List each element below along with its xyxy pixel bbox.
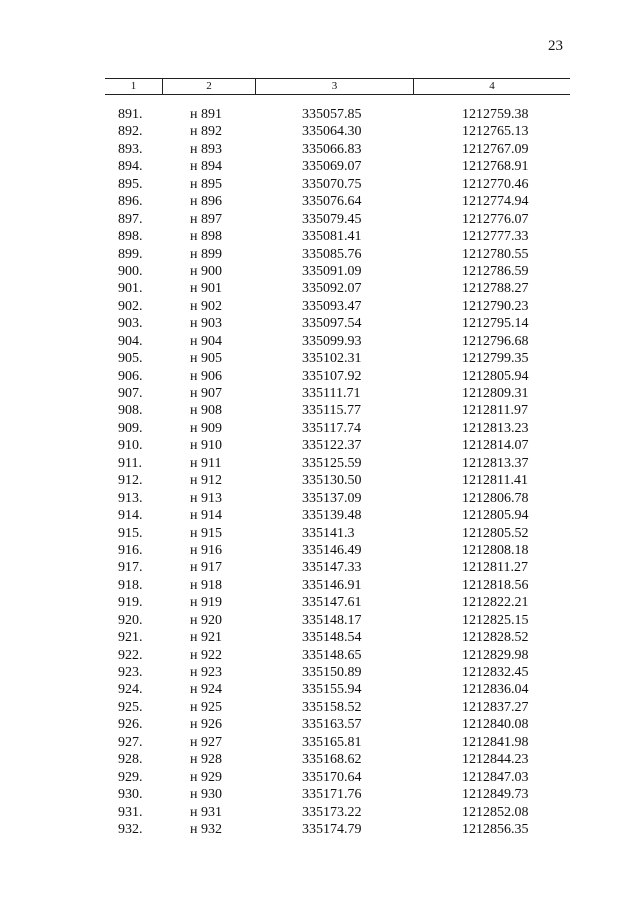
point-number-cell: 903. — [118, 316, 143, 332]
point-number-cell: 893. — [118, 141, 143, 157]
x-coordinate-cell: 335079.45 — [302, 211, 362, 227]
y-coordinate-cell: 1212849.73 — [462, 787, 529, 803]
x-coordinate-cell: 335092.07 — [302, 281, 362, 297]
point-number-cell: 917. — [118, 560, 143, 576]
y-coordinate-cell: 1212805.94 — [462, 368, 529, 384]
table-row — [0, 141, 639, 158]
point-number-cell: 922. — [118, 647, 143, 663]
x-coordinate-cell: 335125.59 — [302, 455, 362, 471]
point-number-cell: 892. — [118, 124, 143, 140]
point-number-cell: 931. — [118, 804, 143, 820]
table-row — [0, 612, 639, 629]
y-coordinate-cell: 1212806.78 — [462, 490, 529, 506]
table-row — [0, 280, 639, 297]
y-coordinate-cell: 1212811.27 — [462, 560, 528, 576]
point-label-cell: н 892 — [190, 124, 222, 140]
table-row — [0, 490, 639, 507]
table-row — [0, 228, 639, 245]
table-row — [0, 559, 639, 576]
x-coordinate-cell: 335069.07 — [302, 159, 362, 175]
point-number-cell: 900. — [118, 263, 143, 279]
table-row — [0, 786, 639, 803]
y-coordinate-cell: 1212852.08 — [462, 804, 529, 820]
table-row — [0, 193, 639, 210]
point-number-cell: 914. — [118, 508, 143, 524]
x-coordinate-cell: 335070.75 — [302, 176, 362, 192]
x-coordinate-cell: 335173.22 — [302, 804, 362, 820]
x-coordinate-cell: 335174.79 — [302, 821, 362, 837]
point-number-cell: 898. — [118, 229, 143, 245]
y-coordinate-cell: 1212780.55 — [462, 246, 529, 262]
y-coordinate-cell: 1212796.68 — [462, 333, 529, 349]
y-coordinate-cell: 1212777.33 — [462, 229, 529, 245]
point-number-cell: 895. — [118, 176, 143, 192]
x-coordinate-cell: 335139.48 — [302, 508, 362, 524]
point-label-cell: н 924 — [190, 682, 222, 698]
x-coordinate-cell: 335102.31 — [302, 351, 362, 367]
point-label-cell: н 910 — [190, 438, 222, 454]
point-label-cell: н 919 — [190, 595, 222, 611]
page-number: 23 — [548, 38, 563, 54]
table-row — [0, 176, 639, 193]
point-number-cell: 920. — [118, 612, 143, 628]
point-number-cell: 906. — [118, 368, 143, 384]
point-label-cell: н 923 — [190, 665, 222, 680]
table-row — [0, 385, 639, 402]
y-coordinate-cell: 1212805.94 — [462, 508, 529, 524]
table-row — [0, 437, 639, 454]
table-row — [0, 699, 639, 716]
y-coordinate-cell: 1212808.18 — [462, 542, 529, 558]
y-coordinate-cell: 1212811.41 — [462, 473, 528, 489]
x-coordinate-cell: 335165.81 — [302, 734, 362, 750]
x-coordinate-cell: 335115.77 — [302, 403, 361, 419]
y-coordinate-cell: 1212840.08 — [462, 717, 529, 733]
y-coordinate-cell: 1212825.15 — [462, 612, 529, 628]
point-label-cell: н 925 — [190, 699, 222, 715]
y-coordinate-cell: 1212809.31 — [462, 386, 529, 401]
x-coordinate-cell: 335111.71 — [302, 386, 361, 401]
point-label-cell: н 900 — [190, 263, 222, 279]
point-number-cell: 928. — [118, 752, 143, 768]
point-label-cell: н 921 — [190, 630, 222, 646]
table-row — [0, 664, 639, 681]
point-label-cell: н 931 — [190, 804, 222, 820]
point-number-cell: 909. — [118, 420, 143, 436]
x-coordinate-cell: 335076.64 — [302, 194, 362, 210]
point-number-cell: 913. — [118, 490, 143, 506]
table-row — [0, 751, 639, 768]
point-label-cell: н 891 — [190, 107, 222, 122]
point-label-cell: н 904 — [190, 333, 222, 349]
point-label-cell: н 903 — [190, 316, 222, 332]
y-coordinate-cell: 1212844.23 — [462, 752, 529, 768]
point-number-cell: 902. — [118, 298, 143, 314]
table-row — [0, 594, 639, 611]
y-coordinate-cell: 1212837.27 — [462, 699, 529, 715]
point-number-cell: 891. — [118, 107, 143, 122]
column-header-1: 1 — [130, 80, 137, 92]
point-number-cell: 926. — [118, 717, 143, 733]
table-row — [0, 507, 639, 524]
table-row — [0, 123, 639, 140]
point-label-cell: н 895 — [190, 176, 222, 192]
table-row — [0, 211, 639, 228]
table-row — [0, 629, 639, 646]
point-label-cell: н 926 — [190, 717, 222, 733]
point-label-cell: н 896 — [190, 194, 222, 210]
point-label-cell: н 898 — [190, 229, 222, 245]
point-number-cell: 907. — [118, 386, 143, 401]
point-label-cell: н 901 — [190, 281, 222, 297]
point-label-cell: н 908 — [190, 403, 222, 419]
y-coordinate-cell: 1212795.14 — [462, 316, 529, 332]
x-coordinate-cell: 335130.50 — [302, 473, 362, 489]
x-coordinate-cell: 335117.74 — [302, 420, 361, 436]
table-body — [0, 106, 639, 838]
point-label-cell: н 905 — [190, 351, 222, 367]
x-coordinate-cell: 335137.09 — [302, 490, 362, 506]
y-coordinate-cell: 1212770.46 — [462, 176, 529, 192]
table-row — [0, 804, 639, 821]
point-number-cell: 904. — [118, 333, 143, 349]
table-row — [0, 455, 639, 472]
point-number-cell: 930. — [118, 787, 143, 803]
table-row — [0, 647, 639, 664]
x-coordinate-cell: 335097.54 — [302, 316, 362, 332]
point-number-cell: 899. — [118, 246, 143, 262]
table-row — [0, 315, 639, 332]
point-label-cell: н 902 — [190, 298, 222, 314]
point-label-cell: н 897 — [190, 211, 222, 227]
x-coordinate-cell: 335099.93 — [302, 333, 362, 349]
point-label-cell: н 906 — [190, 368, 222, 384]
point-label-cell: н 920 — [190, 612, 222, 628]
table-row — [0, 472, 639, 489]
point-label-cell: н 907 — [190, 386, 222, 401]
point-label-cell: н 922 — [190, 647, 222, 663]
y-coordinate-cell: 1212828.52 — [462, 630, 529, 646]
x-coordinate-cell: 335091.09 — [302, 263, 362, 279]
point-label-cell: н 915 — [190, 525, 222, 541]
point-label-cell: н 929 — [190, 769, 222, 785]
y-coordinate-cell: 1212841.98 — [462, 734, 529, 750]
point-label-cell: н 913 — [190, 490, 222, 506]
y-coordinate-cell: 1212847.03 — [462, 769, 529, 785]
table-row — [0, 542, 639, 559]
point-label-cell: н 917 — [190, 560, 222, 576]
point-label-cell: н 911 — [190, 455, 222, 471]
point-number-cell: 896. — [118, 194, 143, 210]
point-label-cell: н 918 — [190, 577, 222, 593]
x-coordinate-cell: 335155.94 — [302, 682, 362, 698]
table-row — [0, 298, 639, 315]
x-coordinate-cell: 335122.37 — [302, 438, 362, 454]
point-number-cell: 921. — [118, 630, 143, 646]
x-coordinate-cell: 335093.47 — [302, 298, 362, 314]
y-coordinate-cell: 1212813.37 — [462, 455, 529, 471]
point-number-cell: 924. — [118, 682, 143, 698]
y-coordinate-cell: 1212776.07 — [462, 211, 529, 227]
point-label-cell: н 916 — [190, 542, 222, 558]
x-coordinate-cell: 335141.3 — [302, 525, 355, 541]
point-label-cell: н 899 — [190, 246, 222, 262]
point-label-cell: н 914 — [190, 508, 222, 524]
point-label-cell: н 912 — [190, 473, 222, 489]
point-number-cell: 927. — [118, 734, 143, 750]
x-coordinate-cell: 335146.49 — [302, 542, 362, 558]
point-number-cell: 911. — [118, 455, 142, 471]
y-coordinate-cell: 1212767.09 — [462, 141, 529, 157]
point-number-cell: 905. — [118, 351, 143, 367]
table-row — [0, 716, 639, 733]
point-number-cell: 897. — [118, 211, 143, 227]
y-coordinate-cell: 1212822.21 — [462, 595, 529, 611]
point-number-cell: 919. — [118, 595, 143, 611]
point-number-cell: 932. — [118, 821, 143, 837]
x-coordinate-cell: 335168.62 — [302, 752, 362, 768]
y-coordinate-cell: 1212759.38 — [462, 107, 529, 122]
point-number-cell: 901. — [118, 281, 143, 297]
y-coordinate-cell: 1212829.98 — [462, 647, 529, 663]
table-row — [0, 333, 639, 350]
column-header-3: 3 — [255, 79, 413, 94]
point-label-cell: н 909 — [190, 420, 222, 436]
x-coordinate-cell: 335171.76 — [302, 787, 362, 803]
x-coordinate-cell: 335107.92 — [302, 368, 362, 384]
table-row — [0, 368, 639, 385]
point-label-cell: н 928 — [190, 752, 222, 768]
y-coordinate-cell: 1212805.52 — [462, 525, 529, 541]
table-row — [0, 420, 639, 437]
table-row — [0, 577, 639, 594]
table-row — [0, 402, 639, 419]
point-number-cell: 910. — [118, 438, 143, 454]
point-number-cell: 916. — [118, 542, 143, 558]
x-coordinate-cell: 335057.85 — [302, 107, 362, 122]
point-number-cell: 925. — [118, 699, 143, 715]
x-coordinate-cell: 335147.61 — [302, 595, 362, 611]
x-coordinate-cell: 335064.30 — [302, 124, 362, 140]
point-label-cell: н 893 — [190, 141, 222, 157]
y-coordinate-cell: 1212774.94 — [462, 194, 529, 210]
point-label-cell: н 894 — [190, 159, 222, 175]
table-row — [0, 525, 639, 542]
point-number-cell: 923. — [118, 665, 143, 680]
x-coordinate-cell: 335081.41 — [302, 229, 362, 245]
table-row — [0, 734, 639, 751]
y-coordinate-cell: 1212811.97 — [462, 403, 528, 419]
x-coordinate-cell: 335148.17 — [302, 612, 362, 628]
x-coordinate-cell: 335170.64 — [302, 769, 362, 785]
x-coordinate-cell: 335066.83 — [302, 141, 362, 157]
point-label-cell: н 930 — [190, 787, 222, 803]
point-number-cell: 915. — [118, 525, 143, 541]
point-label-cell: н 927 — [190, 734, 222, 750]
y-coordinate-cell: 1212818.56 — [462, 577, 529, 593]
table-row — [0, 246, 639, 263]
x-coordinate-cell: 335158.52 — [302, 699, 362, 715]
y-coordinate-cell: 1212786.59 — [462, 263, 529, 279]
table-row — [0, 158, 639, 175]
point-number-cell: 918. — [118, 577, 143, 593]
point-number-cell: 908. — [118, 403, 143, 419]
y-coordinate-cell: 1212832.45 — [462, 665, 529, 680]
x-coordinate-cell: 335150.89 — [302, 665, 362, 680]
point-number-cell: 894. — [118, 159, 143, 175]
y-coordinate-cell: 1212814.07 — [462, 438, 529, 454]
column-header-4: 4 — [413, 79, 570, 94]
table-row — [0, 106, 639, 123]
table-row — [0, 263, 639, 280]
y-coordinate-cell: 1212788.27 — [462, 281, 529, 297]
y-coordinate-cell: 1212765.13 — [462, 124, 529, 140]
point-label-cell: н 932 — [190, 821, 222, 837]
y-coordinate-cell: 1212856.35 — [462, 821, 529, 837]
table-row — [0, 681, 639, 698]
table-header — [105, 78, 570, 95]
table-row — [0, 350, 639, 367]
column-header-2: 2 — [162, 79, 255, 94]
x-coordinate-cell: 335148.54 — [302, 630, 362, 646]
y-coordinate-cell: 1212768.91 — [462, 159, 529, 175]
y-coordinate-cell: 1212813.23 — [462, 420, 529, 436]
x-coordinate-cell: 335085.76 — [302, 246, 362, 262]
x-coordinate-cell: 335147.33 — [302, 560, 362, 576]
y-coordinate-cell: 1212799.35 — [462, 351, 529, 367]
point-number-cell: 929. — [118, 769, 143, 785]
table-row — [0, 821, 639, 838]
x-coordinate-cell: 335146.91 — [302, 577, 362, 593]
x-coordinate-cell: 335148.65 — [302, 647, 362, 663]
point-number-cell: 912. — [118, 473, 143, 489]
table-row — [0, 769, 639, 786]
y-coordinate-cell: 1212836.04 — [462, 682, 529, 698]
y-coordinate-cell: 1212790.23 — [462, 298, 529, 314]
x-coordinate-cell: 335163.57 — [302, 717, 362, 733]
